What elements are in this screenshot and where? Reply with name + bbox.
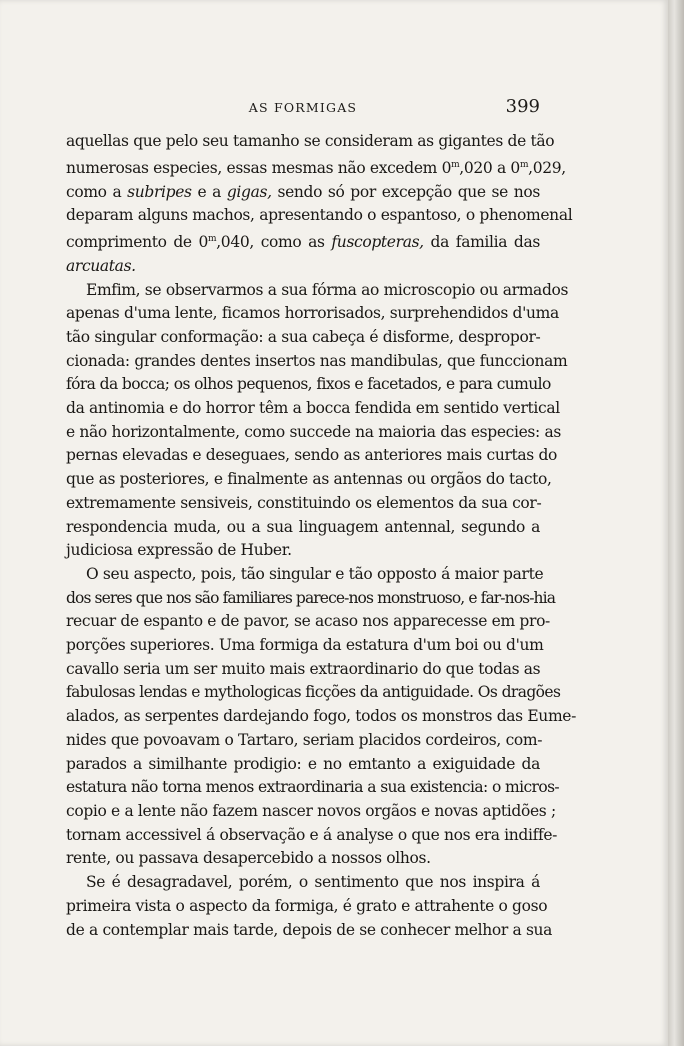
text-line: alados, as serpentes dardejando fogo, todos os monstros das Eume- — [66, 707, 577, 726]
text-line: copio e a lente não fazem nascer novos orgãos e novas aptidões ; — [66, 802, 556, 820]
text-line: dos seres que nos são familiares parece-nos monstruoso, e far-nos-hia — [66, 588, 556, 607]
running-title: AS FORMIGAS — [248, 100, 358, 115]
text-line: aquellas que pelo seu tamanho se consideram as gigantes de tão — [66, 132, 555, 150]
text-line: parados a similhante prodigio: e no emtanto a exiguidade da — [66, 754, 540, 773]
text-line: judiciosa expressão de Huber. — [66, 541, 292, 560]
text-line: porções superiores. Uma formiga da estatura d'um boi ou d'um — [66, 636, 544, 655]
text-line: comprimento de 0$^m$,040, como as fuscopteras, da familia das — [66, 233, 540, 252]
page-header — [66, 96, 540, 120]
text-line: pernas elevadas e deseguaes, sendo as anteriores mais curtas do — [66, 446, 558, 465]
text-line: de a contemplar mais tarde, depois de se conhecer melhor a sua — [66, 920, 553, 939]
text-line: numerosas especies, essas mesmas não excedem 0$^m$,020 a 0$^m$,029, — [66, 158, 566, 177]
text-line: que as posteriores, e finalmente as antennas ou orgãos do tacto, — [66, 470, 552, 489]
text-line: cionada: grandes dentes insertos nas mandibulas, que funccionam — [66, 351, 568, 370]
text-line: primeira vista o aspecto da formiga, é grato e attrahente o goso — [66, 896, 548, 915]
text-line: arcuatas. — [66, 256, 136, 275]
text-line: apenas d'uma lente, ficamos horrorisados, surprehendidos d'uma — [66, 304, 559, 323]
text-line: extremamente sensiveis, constituindo os elementos da sua cor- — [66, 493, 542, 512]
text-line: como a subripes e a gigas, sendo só por excepção que se nos — [66, 182, 541, 201]
text-line: O seu aspecto, pois, tão singular e tão opposto á maior parte — [86, 564, 544, 583]
page-number: 399 — [505, 96, 540, 117]
text-line: tão singular conformação: a sua cabeça é disforme, despropor- — [66, 327, 541, 346]
text-line: Emfim, se observarmos a sua fórma ao microscopio ou armados — [86, 280, 569, 299]
text-line: rente, ou passava desapercebido a nossos olhos. — [66, 849, 431, 868]
text-line: fabulosas lendas e mythologicas ficções da antiguidade. Os dragões — [66, 683, 561, 702]
text-line: respondencia muda, ou a sua linguagem antennal, segundo a — [66, 517, 540, 536]
text-line: cavallo seria um ser muito mais extraordinario do que todas as — [66, 659, 541, 678]
text-line: fóra da bocca; os olhos pequenos, fixos e facetados, e para cumulo — [66, 375, 551, 394]
text-line: Se é desagradavel, porém, o sentimento que nos inspira á — [86, 873, 540, 892]
text-line: da antinomia e do horror têm a bocca fendida em sentido vertical — [66, 399, 560, 418]
text-line: tornam accessivel á observação e á analyse o que nos era indiffe- — [66, 825, 558, 844]
text-line: estatura não torna menos extraordinaria a sua existencia: o micros- — [66, 778, 560, 797]
page-edge — [668, 0, 684, 1046]
text-line: recuar de espanto e de pavor, se acaso nos apparecesse em pro- — [66, 612, 550, 631]
text-line: e não horizontalmente, como succede na maioria das especies: as — [66, 422, 561, 441]
body-text — [66, 130, 577, 942]
text-line: deparam alguns machos, apresentando o espantoso, o phenomenal — [66, 206, 573, 225]
text-line: nides que povoavam o Tartaro, seriam placidos cordeiros, com- — [66, 730, 543, 749]
